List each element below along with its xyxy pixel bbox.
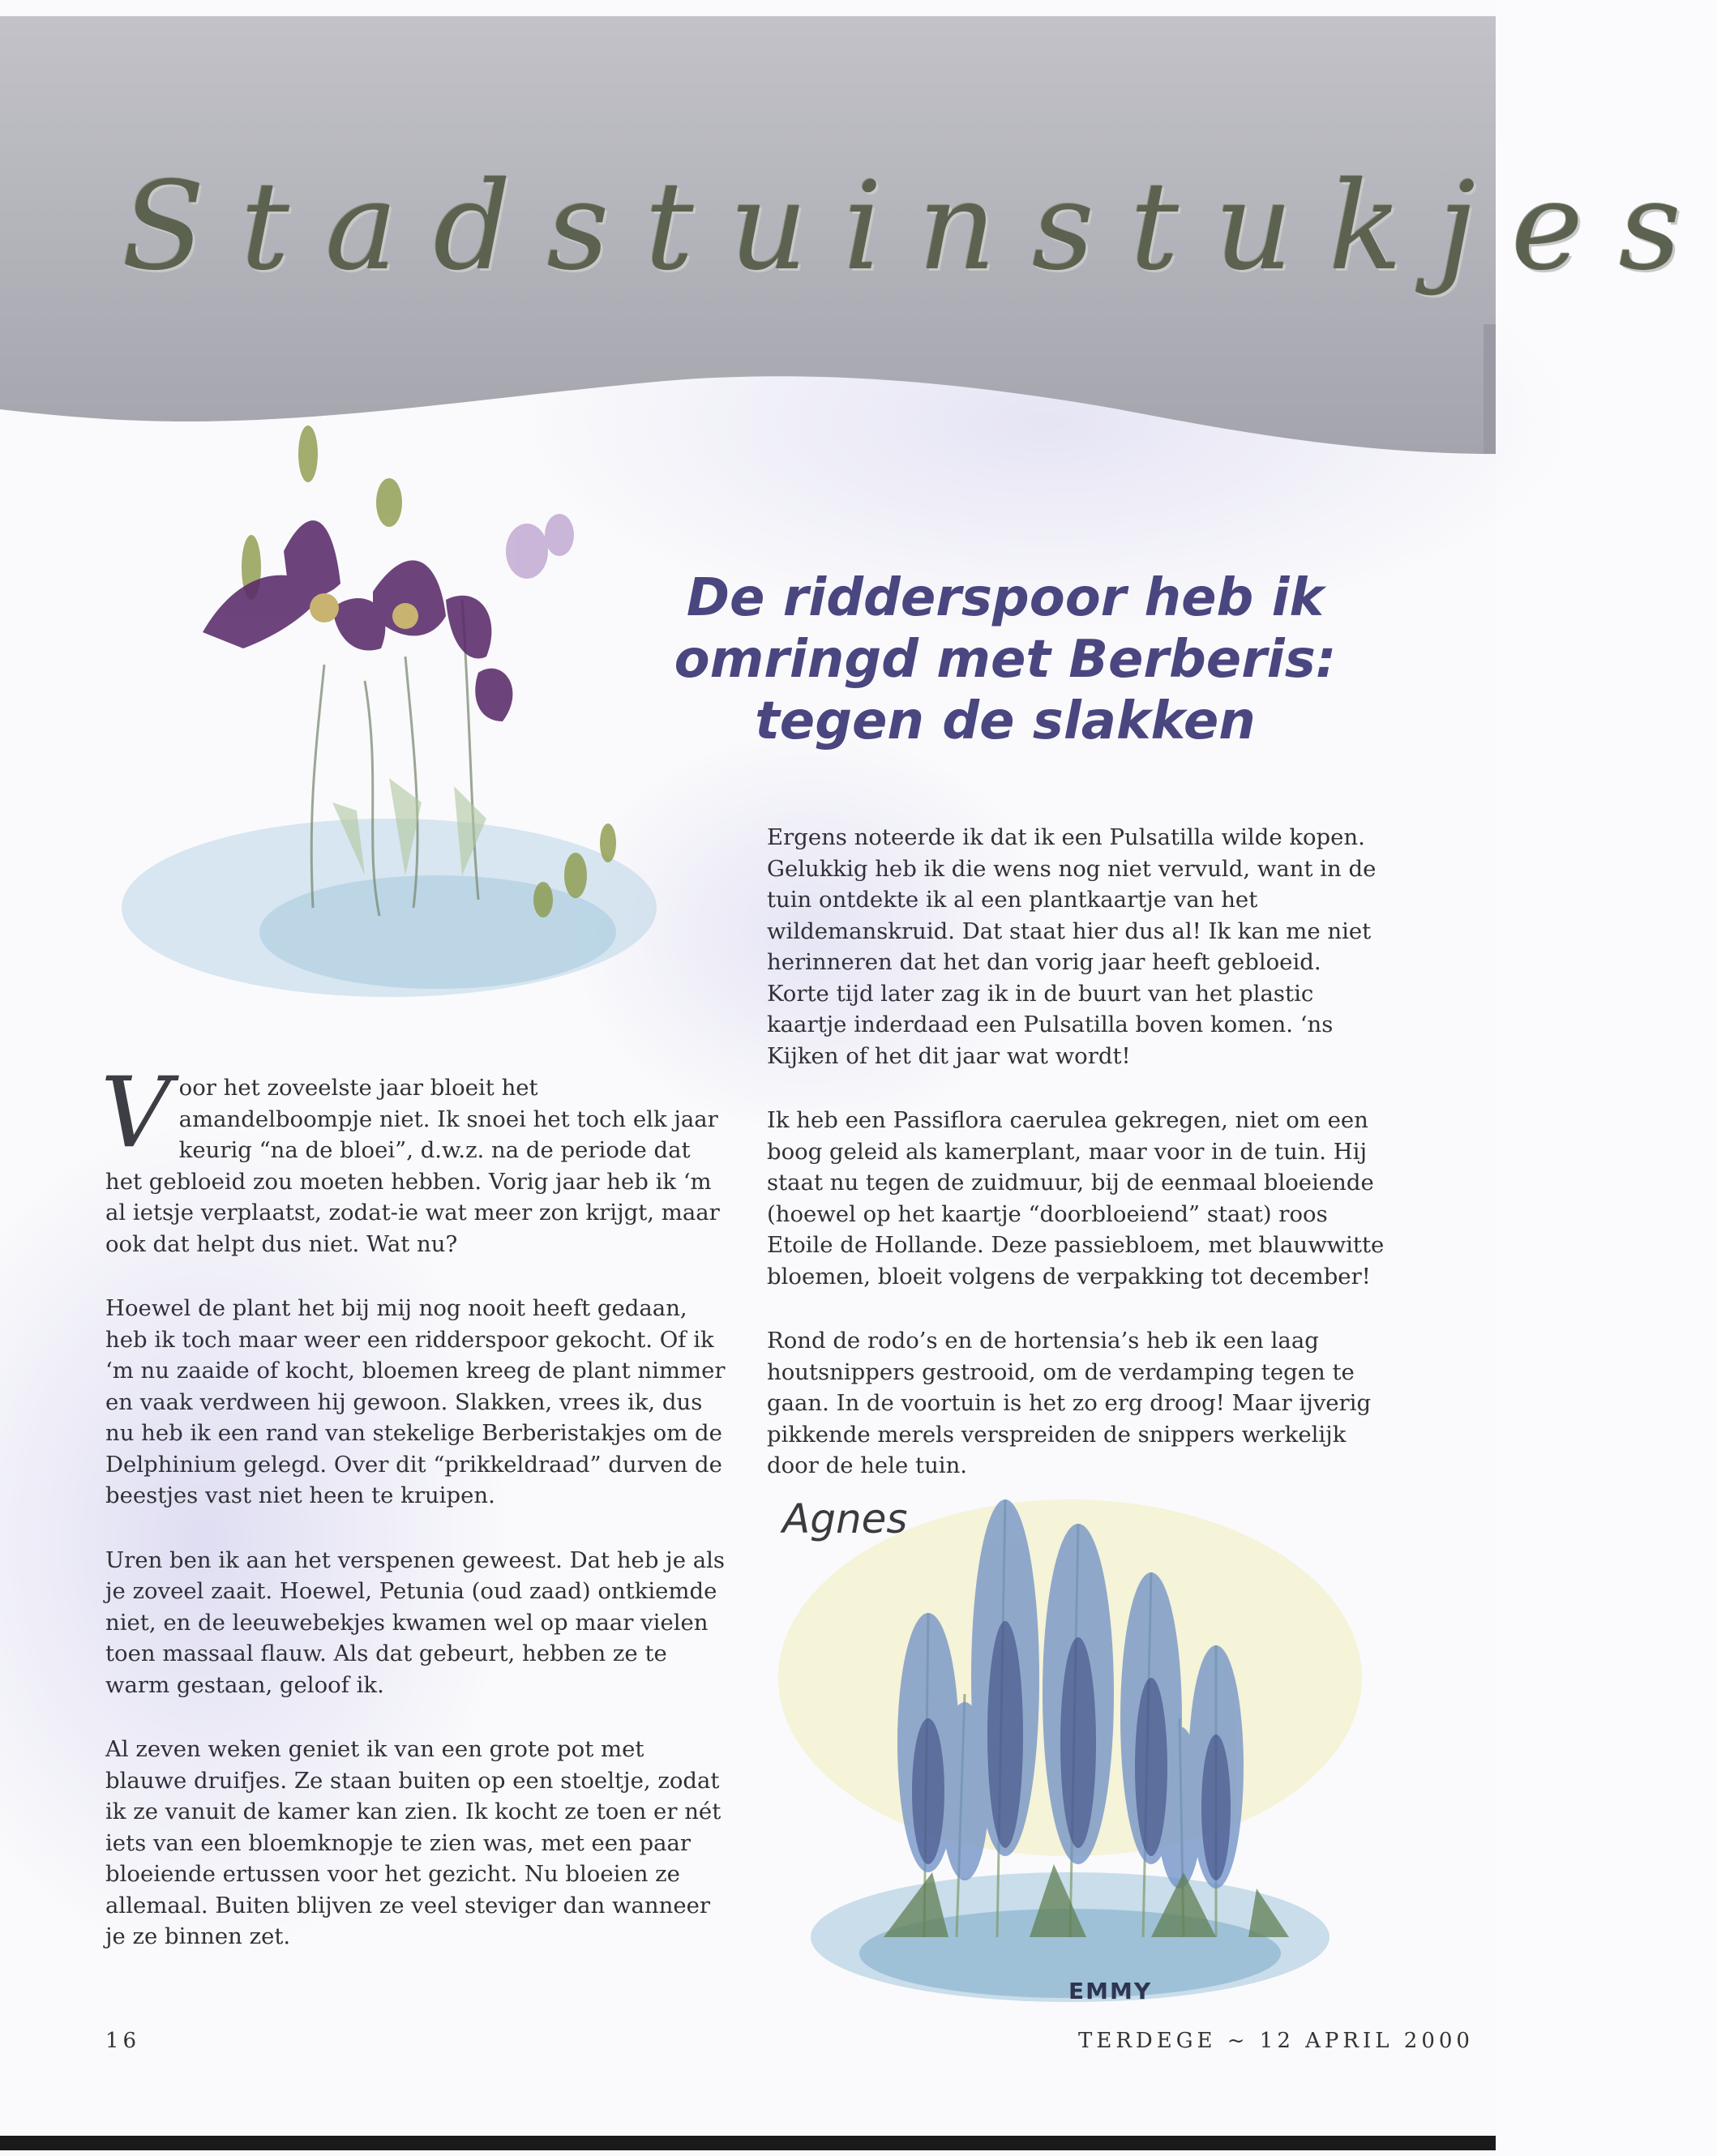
artist-signature: EMMY (1068, 1978, 1153, 2004)
article-headline (673, 567, 1338, 752)
masthead-title: Stadstuinstukjes (122, 156, 1717, 297)
headline-line-1: De ridderspoor heb ik (686, 568, 1325, 628)
paragraph: Uren ben ik aan het verspenen geweest. Dat heb je als je zoveel zaait. Hoewel, Petunia (oud zaad) ontkiemde niet, en de leeuwebekjes kwamen wel op maar vielen toen massaal flauw. Als dat gebeurt, hebben ze te warm gestaan, geloof ik. (105, 1546, 726, 1698)
delphinium-illustration (762, 1451, 1378, 2018)
pulsatilla-illustration (122, 421, 705, 1037)
paragraph: Hoewel de plant het bij mij nog nooit heeft gedaan, heb ik toch maar weer een ridderspoor gekocht. Of ik ‘m nu zaaide of kocht, bloemen kreeg de plant nimmer en vaak verdween hij gewoon. Slakken, vrees ik, dus nu heb ik een rand van stekelige Berberistakjes om de Delphinium gelegd. Over dit “prikkeldraad” durven de beestjes vast niet heen te kruipen. (105, 1295, 726, 1508)
paragraph-first (101, 1057, 726, 1260)
headline-line-2: omringd met Berberis: (674, 630, 1337, 690)
paragraph: Rond de rodo’s en de hortensia’s heb ik een laag houtsnippers gestrooid, om de verdamping tegen te gaan. In de voortuin is het zo erg droog! Maar ijverig pikkende merels verspreiden de snippers werkelijk door de hele tuin. (767, 1328, 1372, 1478)
author-signature: Agnes (782, 1495, 908, 1542)
headline-line-3: tegen de slakken (755, 691, 1256, 751)
paragraph: Ergens noteerde ik dat ik een Pulsatilla wilde kopen. Gelukkig heb ik die wens nog niet vervuld, want in de tuin ontdekte ik al een plantkaartje van het wildemanskruid. Dat staat hier dus al! Ik kan me niet herinneren dat het dan vorig jaar heeft gebloeid. Korte tijd later zag ik in de buurt van het plastic kaartje inderdaad een Pulsatilla boven komen. ‘ns Kijken of het dit jaar wat wordt! (767, 824, 1377, 1069)
page-number: 16 (105, 2029, 141, 2053)
paragraph: Ik heb een Passiflora caerulea gekregen, niet om een boog geleid als kamerplant, maar voor in de tuin. Hij staat nu tegen de zuidmuur, bij de eenmaal bloeiende (hoewel op het kaartje “doorbloeiend” staat) roos Etoile de Hollande. Deze passiebloem, met blauwwitte bloemen, bloeit volgens de verpakking tot december! (767, 1107, 1385, 1290)
paragraph: Al zeven weken geniet ik van een grote pot met blauwe druifjes. Ze staan buiten op een stoeltje, zodat ik ze vanuit de kamer kan zien. Ik kocht ze toen er nét iets van een bloemknopje te zien was, met een paar bloeiende ertussen voor het gezicht. Nu bloeien ze allemaal. Buiten blijven ze veel steviger dan wanneer je ze binnen zet. (105, 1736, 721, 1949)
publication-line: TERDEGE ~ 12 APRIL 2000 (1078, 2029, 1474, 2053)
left-column (101, 1057, 726, 1986)
paragraph-text: oor het zoveelste jaar bloeit het amandelboompje niet. Ik snoei het toch elk jaar keurig “na de bloei”, d.w.z. na de periode dat het gebloeid zou moeten hebben. Vorig jaar heb ik ‘m al ietsje verplaatst, zodat-ie wat meer zon krijgt, maar ook dat helpt dus niet. Wat nu? (105, 1075, 720, 1257)
drop-cap: V (101, 1057, 171, 1170)
right-column (767, 822, 1387, 1515)
bottom-edge-rule (0, 2136, 1496, 2150)
